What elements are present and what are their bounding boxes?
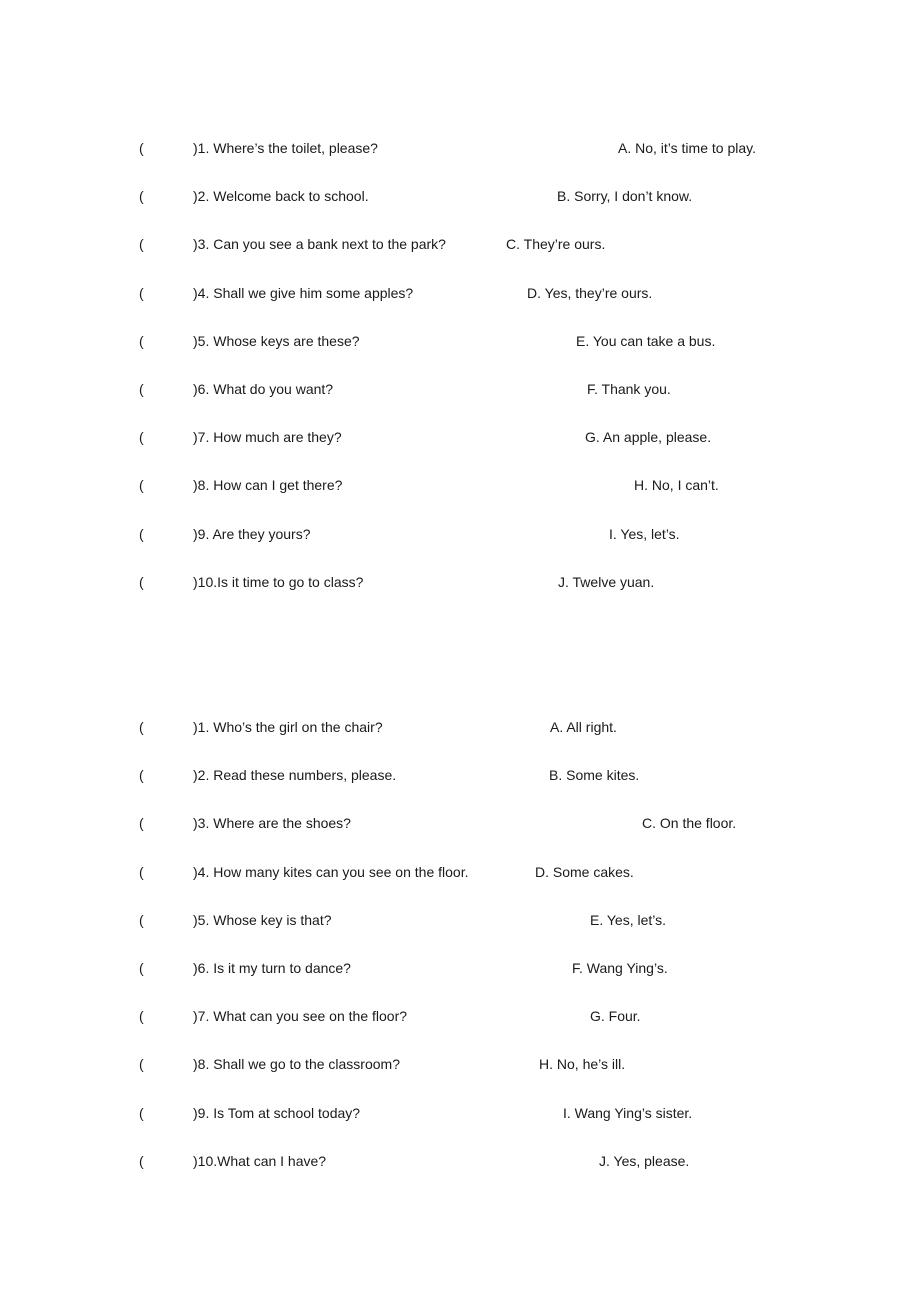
question-text: )10.What can I have? (193, 1152, 327, 1169)
answer-option: E. You can take a bus. (576, 332, 716, 349)
matching-row (0, 958, 920, 1006)
question-text: )8. Shall we go to the classroom? (193, 1056, 400, 1073)
answer-blank[interactable]: ( (139, 815, 144, 832)
question-text: )4. Shall we give him some apples? (193, 284, 414, 301)
question-text: )1. Who’s the girl on the chair? (193, 719, 383, 735)
matching-row (0, 427, 920, 475)
answer-option: I. Yes, let’s. (609, 525, 680, 542)
answer-blank[interactable]: ( (139, 1008, 144, 1025)
matching-row (0, 862, 920, 910)
answer-blank[interactable]: ( (139, 863, 144, 880)
question-text: )5. Whose key is that? (193, 911, 332, 928)
matching-row (0, 717, 920, 765)
answer-option: B. Sorry, I don’t know. (557, 188, 693, 205)
question-text: )9. Are they yours? (193, 525, 311, 542)
question-text: )7. How much are they? (193, 429, 342, 446)
question-text: )6. What do you want? (193, 380, 334, 397)
answer-blank[interactable]: ( (139, 1104, 144, 1121)
matching-row (0, 138, 920, 186)
matching-row (0, 1151, 920, 1199)
answer-option: I. Wang Ying’s sister. (563, 1104, 693, 1121)
answer-blank[interactable]: ( (139, 767, 144, 784)
answer-option: A. All right. (550, 719, 617, 735)
answer-option: G. Four. (590, 1008, 641, 1025)
answer-blank[interactable]: ( (139, 911, 144, 928)
answer-blank[interactable]: ( (139, 719, 144, 735)
matching-row (0, 524, 920, 572)
answer-option: J. Twelve yuan. (558, 573, 655, 590)
answer-option: F. Wang Ying’s. (572, 959, 668, 976)
answer-blank[interactable]: ( (139, 477, 144, 494)
matching-row (0, 765, 920, 813)
answer-blank[interactable]: ( (139, 525, 144, 542)
answer-option: B. Some kites. (549, 767, 640, 784)
matching-row (0, 234, 920, 282)
answer-blank[interactable]: ( (139, 429, 144, 446)
answer-option: D. Yes, they’re ours. (527, 284, 653, 301)
question-text: )10.Is it time to go to class? (193, 573, 364, 590)
answer-blank[interactable]: ( (139, 1152, 144, 1169)
answer-blank[interactable]: ( (139, 332, 144, 349)
matching-row (0, 813, 920, 861)
question-text: )2. Welcome back to school. (193, 188, 369, 205)
matching-row (0, 283, 920, 331)
answer-option: H. No, he’s ill. (539, 1056, 626, 1073)
matching-section-2 (0, 717, 920, 1199)
question-text: )7. What can you see on the floor? (193, 1008, 408, 1025)
question-text: )6. Is it my turn to dance? (193, 959, 351, 976)
matching-row (0, 1006, 920, 1054)
matching-row (0, 379, 920, 427)
answer-option: C. They’re ours. (506, 236, 606, 253)
answer-option: J. Yes, please. (599, 1152, 690, 1169)
answer-option: F. Thank you. (587, 380, 671, 397)
matching-row (0, 1103, 920, 1151)
matching-row (0, 910, 920, 958)
answer-blank[interactable]: ( (139, 573, 144, 590)
answer-option: D. Some cakes. (535, 863, 634, 880)
matching-row (0, 331, 920, 379)
matching-row (0, 475, 920, 523)
question-text: )8. How can I get there? (193, 477, 343, 494)
matching-row (0, 1054, 920, 1102)
answer-blank[interactable]: ( (139, 959, 144, 976)
answer-option: H. No, I can’t. (634, 477, 719, 494)
question-text: )2. Read these numbers, please. (193, 767, 397, 784)
matching-row (0, 186, 920, 234)
matching-row (0, 572, 920, 620)
answer-option: G. An apple, please. (585, 429, 712, 446)
question-text: )1. Where’s the toilet, please? (193, 140, 378, 156)
answer-blank[interactable]: ( (139, 140, 144, 156)
answer-blank[interactable]: ( (139, 188, 144, 205)
matching-section-1 (0, 138, 920, 620)
answer-blank[interactable]: ( (139, 1056, 144, 1073)
answer-option: C. On the floor. (642, 815, 737, 832)
question-text: )3. Where are the shoes? (193, 815, 351, 832)
question-text: )3. Can you see a bank next to the park? (193, 236, 446, 253)
answer-option: A. No, it’s time to play. (618, 140, 756, 156)
question-text: )9. Is Tom at school today? (193, 1104, 361, 1121)
answer-blank[interactable]: ( (139, 284, 144, 301)
answer-option: E. Yes, let’s. (590, 911, 667, 928)
question-text: )5. Whose keys are these? (193, 332, 360, 349)
answer-blank[interactable]: ( (139, 380, 144, 397)
answer-blank[interactable]: ( (139, 236, 144, 253)
question-text: )4. How many kites can you see on the floor. (193, 863, 469, 880)
